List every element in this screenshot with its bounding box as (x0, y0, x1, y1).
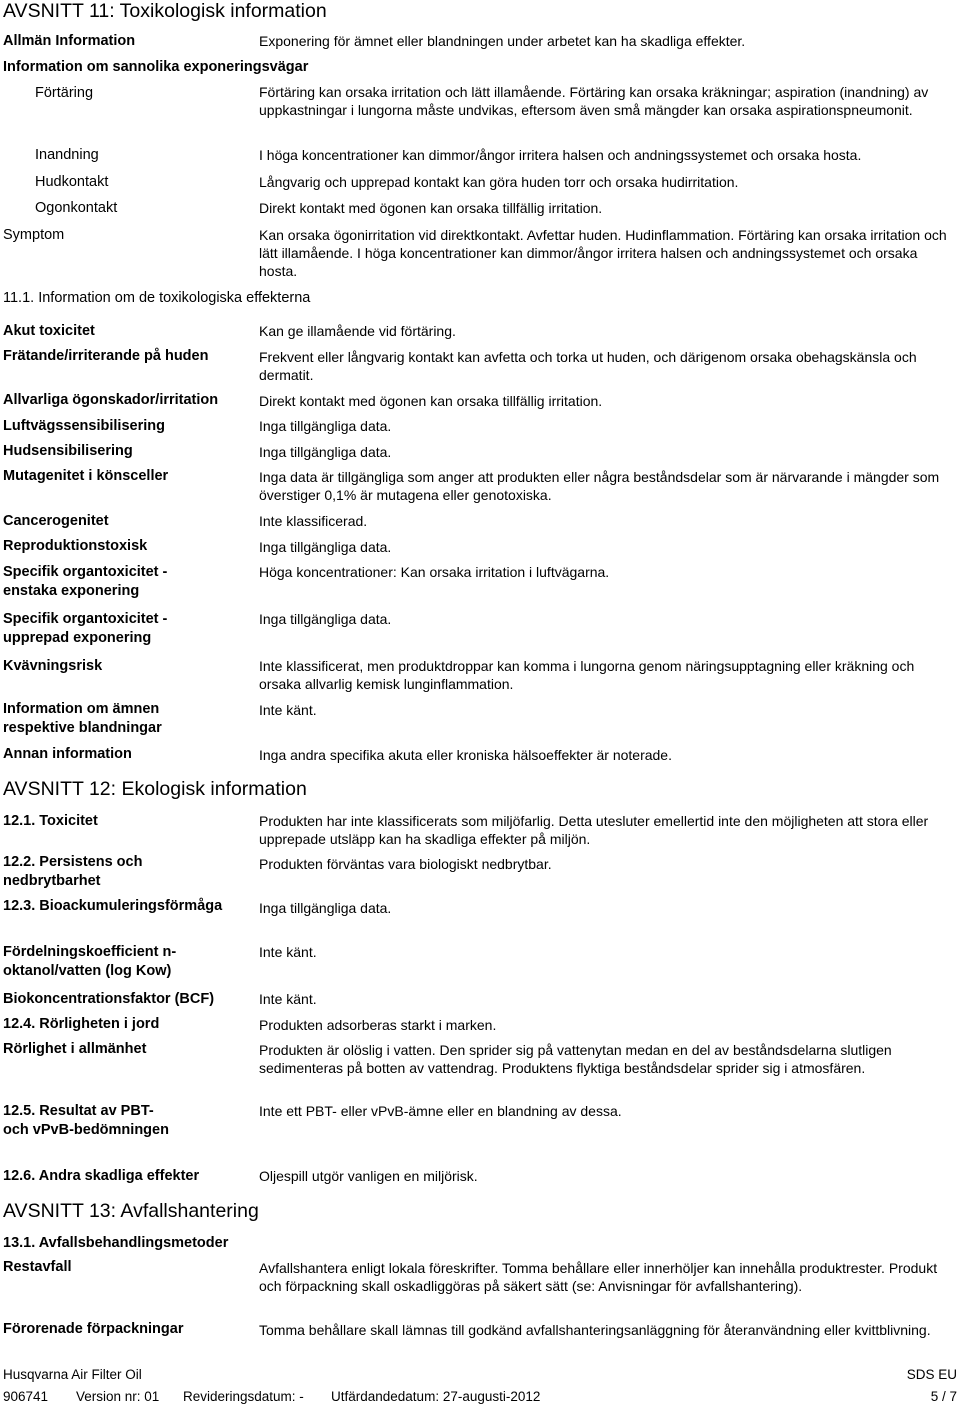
tox-row-label: Mutagenitet i könsceller (3, 468, 169, 484)
eco-row-label: Rörlighet i allmänhet (3, 1041, 147, 1057)
section-13-1-heading: 13.1. Avfallsbehandlingsmetoder (3, 1235, 229, 1251)
eco-row-label: 12.5. Resultat av PBT- och vPvB-bedömningen (3, 1103, 169, 1138)
tox-row-label: Reproduktionstoxisk (3, 538, 148, 554)
tox-row-value: Inga tillgängliga data. (259, 539, 392, 555)
tox-row-label: Cancerogenitet (3, 513, 109, 529)
inhalation-value: I höga koncentrationer kan dimmor/ångor irritera halsen och andningssystemet och orsaka hosta. (259, 147, 862, 163)
section-11-heading: AVSNITT 11: Toxikologisk information (3, 0, 327, 22)
inhalation-label: Inandning (35, 147, 99, 163)
eco-row-label: 12.4. Rörligheten i jord (3, 1016, 160, 1032)
tox-row-value: Inte känt. (259, 702, 317, 718)
skin-contact-value: Långvarig och upprepad kontakt kan göra huden torr och orsaka hudirritation. (259, 174, 739, 190)
tox-row-label: Specifik organtoxicitet - upprepad exponering (3, 611, 168, 646)
eco-row-label: 12.1. Toxicitet (3, 813, 98, 829)
section-11-1-heading: 11.1. Information om de toxikologiska effekterna (3, 290, 311, 306)
tox-row-label: Specifik organtoxicitet - enstaka exponering (3, 564, 168, 599)
ingestion-value: Förtäring kan orsaka irritation och lätt illamående. Förtäring kan orsaka kräkningar; aspiration (inandning) av uppkastningar i lungorna måste undvikas, eftersom även små mängder kan orsaka aspirationspneumonit. (259, 84, 929, 118)
eco-row-value: Oljespill utgör vanligen en miljörisk. (259, 1168, 478, 1184)
eye-contact-value: Direkt kontakt med ögonen kan orsaka tillfällig irritation. (259, 200, 603, 216)
footer-product-number: 906741 (3, 1389, 49, 1404)
general-info-value: Exponering för ämnet eller blandningen under arbetet kan ha skadliga effekter. (259, 33, 746, 49)
skin-contact-label: Hudkontakt (35, 174, 109, 190)
eco-row-value: Produkten förväntas vara biologiskt nedbrytbar. (259, 856, 552, 872)
footer-product-name: Husqvarna Air Filter Oil (3, 1367, 142, 1382)
eco-row-value: Inte ett PBT- eller vPvB-ämne eller en blandning av dessa. (259, 1103, 622, 1119)
tox-row-value: Inga data är tillgängliga som anger att produkten eller några beståndsdelar som är närvarande i mängder som överstiger 0,1% är mutagena eller genotoxiska. (259, 469, 940, 503)
eco-row-label: 12.6. Andra skadliga effekter (3, 1168, 200, 1184)
tox-row-label: Akut toxicitet (3, 323, 95, 339)
tox-row-value: Frekvent eller långvarig kontakt kan avfetta och torka ut huden, och därigenom orsaka obehagskänsla och dermatit. (259, 349, 917, 383)
tox-row-value: Direkt kontakt med ögonen kan orsaka tillfällig irritation. (259, 393, 603, 409)
ingestion-label: Förtäring (35, 85, 94, 101)
tox-row-value: Inga tillgängliga data. (259, 444, 392, 460)
tox-row-value: Inga tillgängliga data. (259, 611, 392, 627)
footer-doc-type: SDS EU (906, 1367, 957, 1382)
eye-contact-label: Ogonkontakt (35, 200, 118, 216)
section-13-heading: AVSNITT 13: Avfallshantering (3, 1200, 259, 1222)
footer-page-number: 5 / 7 (930, 1389, 957, 1404)
tox-row-value: Inga andra specifika akuta eller kroniska hälsoeffekter är noterade. (259, 747, 672, 763)
eco-row-value: Inte känt. (259, 944, 317, 960)
eco-row-value: Produkten har inte klassificerats som miljöfarlig. Detta utesluter emellertid inte den möjligheten att stora eller upprepade utsläpp kan ha skadliga effekter på miljön. (259, 813, 929, 847)
eco-row-label: 12.3. Bioackumuleringsförmåga (3, 898, 223, 914)
eco-row-label: Biokoncentrationsfaktor (BCF) (3, 991, 215, 1007)
waste-row-label: Restavfall (3, 1259, 72, 1275)
eco-row-value: Produkten adsorberas starkt i marken. (259, 1017, 497, 1033)
tox-row-label: Annan information (3, 746, 132, 762)
waste-row-value: Avfallshantera enligt lokala föreskrifter. Tomma behållare eller innerhöljer kan innehålla produktrester. Produkt och förpackning skall oskadliggöras på säkert sätt (se: Anvisningar för avfallshantering). (259, 1260, 938, 1294)
footer-issue-date: Utfärdandedatum: 27-augusti-2012 (331, 1389, 541, 1404)
footer-version: Version nr: 01 (76, 1389, 160, 1404)
symptom-value: Kan orsaka ögonirritation vid direktkontakt. Avfettar huden. Hudinflammation. Förtäring kan orsaka irritation och lätt illamående. I höga koncentrationer kan dimmor/ångor irritera halsen och andningssystemet och orsaka hosta. (259, 227, 947, 279)
exposure-routes-label: Information om sannolika exponeringsvägar (3, 59, 309, 75)
eco-row-label: Fördelningskoefficient n-oktanol/vatten (log Kow) (3, 944, 177, 979)
tox-row-value: Kan ge illamående vid förtäring. (259, 323, 456, 339)
waste-row-value: Tomma behållare skall lämnas till godkänd avfallshanteringsanläggning för återanvändning eller kvittblivning. (259, 1322, 931, 1338)
general-info-label: Allmän Information (3, 33, 136, 49)
eco-row-value: Inte känt. (259, 991, 317, 1007)
section-12-heading: AVSNITT 12: Ekologisk information (3, 778, 307, 800)
eco-row-value: Inga tillgängliga data. (259, 900, 392, 916)
tox-row-value: Inte klassificerad. (259, 513, 368, 529)
tox-row-label: Hudsensibilisering (3, 443, 133, 459)
tox-row-label: Luftvägssensibilisering (3, 418, 165, 434)
waste-row-label: Förorenade förpackningar (3, 1321, 184, 1337)
footer-revision-date: Revideringsdatum: - (183, 1389, 304, 1404)
tox-row-label: Allvarliga ögonskador/irritation (3, 392, 219, 408)
eco-row-label: 12.2. Persistens och nedbrytbarhet (3, 854, 143, 889)
symptom-label: Symptom (3, 227, 65, 243)
tox-row-label: Information om ämnen respektive blandningar (3, 701, 162, 736)
tox-row-label: Frätande/irriterande på huden (3, 348, 209, 364)
tox-row-label: Kvävningsrisk (3, 658, 103, 674)
tox-row-value: Höga koncentrationer: Kan orsaka irritation i luftvägarna. (259, 564, 610, 580)
eco-row-value: Produkten är olöslig i vatten. Den sprider sig på vattenytan medan en del av beståndsdelarna slutligen sedimenteras på botten av vattendrag. Produktens flyktiga beståndsdelar sprider sig i atmosfären. (259, 1042, 892, 1076)
tox-row-value: Inte klassificerat, men produktdroppar kan komma i lungorna genom näringsupptagning eller kräkning och orsaka allvarlig kemisk lunginflammation. (259, 658, 915, 692)
tox-row-value: Inga tillgängliga data. (259, 418, 392, 434)
